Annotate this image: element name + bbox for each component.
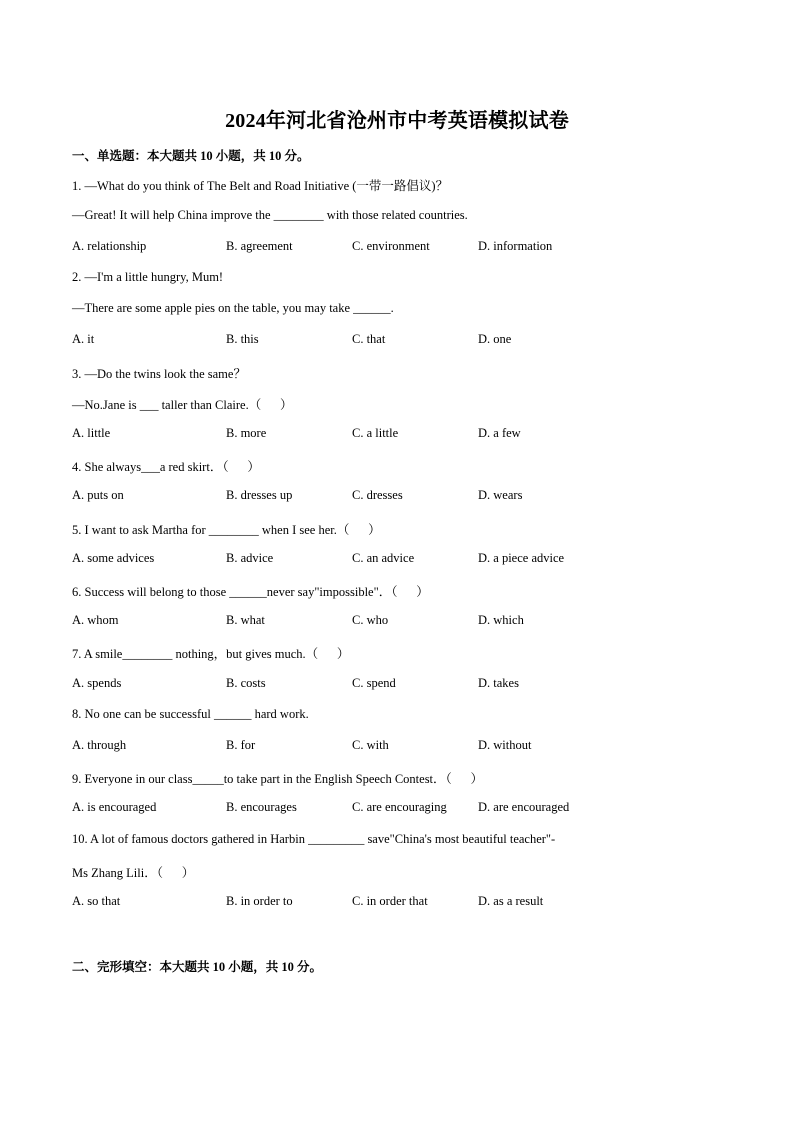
option-b: B. costs [226,676,266,690]
option-a: A. through [72,738,127,752]
question-5-line-1: 5. I want to ask Martha for ________ when I see her.（ ） [72,523,381,537]
question-8-line-1: 8. No one can be successful ______ hard work. [72,707,309,721]
option-d: D. wears [478,488,523,502]
question-2-line-2: —There are some apple pies on the table, you may take ______. [72,301,394,315]
option-a: A. is encouraged [72,800,157,814]
question-7-line-1: 7. A smile________ nothing，but gives much.（ ） [72,647,350,661]
option-b: B. agreement [226,239,293,253]
question-5-options [72,551,732,569]
option-c: C. are encouraging [352,800,447,814]
option-d: D. without [478,738,532,752]
option-d: D. one [478,332,512,346]
option-c: C. a little [352,426,399,440]
question-3-options [72,426,732,444]
option-b: B. for [226,738,256,752]
question-4-options [72,488,732,506]
option-c: C. with [352,738,389,752]
question-2-options [72,332,732,350]
option-d: D. takes [478,676,519,690]
option-c: C. in order that [352,894,428,908]
section-heading-cloze: 二、完形填空：本大题共 10 小题，共 10 分。 [72,960,323,974]
question-6-options [72,613,732,631]
question-10-line-1: 10. A lot of famous doctors gathered in Harbin _________ save"China's most beautiful teacher"- [72,832,556,846]
option-b: B. what [226,613,265,627]
question-3-line-1: 3. —Do the twins look the same？ [72,367,246,381]
question-1-line-1: 1. —What do you think of The Belt and Road Initiative (一带一路倡议)？ [72,179,449,193]
question-9-line-1: 9. Everyone in our class_____to take part in the English Speech Contest．（ ） [72,772,484,786]
option-a: A. whom [72,613,119,627]
option-d: D. are encouraged [478,800,570,814]
option-b: B. in order to [226,894,293,908]
option-c: C. dresses [352,488,403,502]
question-10-line-2: Ms Zhang Lili．（ ） [72,866,195,880]
option-d: D. as a result [478,894,544,908]
option-c: C. an advice [352,551,415,565]
question-9-options [72,800,732,818]
option-a: A. spends [72,676,122,690]
option-d: D. information [478,239,553,253]
question-10-options [72,894,732,912]
question-4-line-1: 4. She always___a red skirt．（ ） [72,460,260,474]
question-2-line-1: 2. —I'm a little hungry, Mum! [72,270,224,284]
option-b: B. encourages [226,800,297,814]
option-d: D. which [478,613,524,627]
option-a: A. so that [72,894,121,908]
question-7-options [72,676,732,694]
page-title: 2024年河北省沧州市中考英语模拟试卷 [225,110,569,132]
question-1-options [72,239,732,257]
question-6-line-1: 6. Success will belong to those ______never say"impossible"．（ ） [72,585,429,599]
option-b: B. more [226,426,267,440]
option-b: B. dresses up [226,488,293,502]
question-1-line-2: —Great! It will help China improve the ________ with those related countries. [72,208,468,222]
option-a: A. puts on [72,488,124,502]
option-c: C. environment [352,239,430,253]
option-a: A. relationship [72,239,147,253]
option-c: C. spend [352,676,396,690]
option-d: D. a piece advice [478,551,565,565]
option-a: A. little [72,426,111,440]
option-b: B. advice [226,551,274,565]
question-3-line-2: —No.Jane is ___ taller than Claire.（ ） [72,398,293,412]
option-b: B. this [226,332,259,346]
section-heading-single-choice: 一、单选题：本大题共 10 小题，共 10 分。 [72,149,310,163]
question-8-options [72,738,732,756]
option-c: C. that [352,332,386,346]
option-a: A. some advices [72,551,155,565]
option-c: C. who [352,613,389,627]
option-a: A. it [72,332,95,346]
option-d: D. a few [478,426,521,440]
